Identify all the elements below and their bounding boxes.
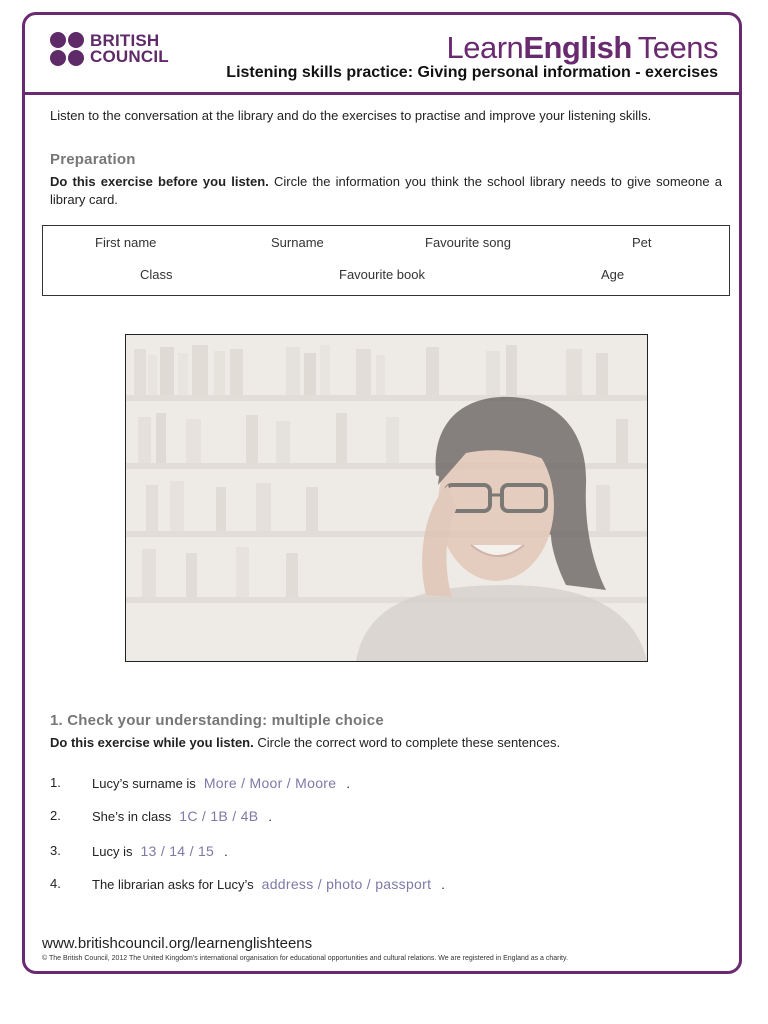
question-text: The librarian asks for Lucy’s bbox=[92, 877, 254, 892]
footer-url[interactable]: www.britishcouncil.org/learnenglishteens bbox=[42, 935, 313, 952]
preparation-instruction-rest: Circle the information you think the school library needs to give someone a library card. bbox=[50, 174, 722, 207]
option-favourite-song[interactable]: Favourite song bbox=[425, 235, 511, 250]
footer-legal: © The British Council, 2012 The United Kingdom’s international organisation for educational opportunities and cultural relations. We are registered in England as a charity. bbox=[42, 955, 568, 962]
page-title: Listening skills practice: Giving personal information - exercises bbox=[226, 64, 718, 81]
question-end: . bbox=[224, 844, 228, 859]
answer-choices[interactable]: More / Moor / Moore bbox=[203, 775, 337, 791]
question-number: 3. bbox=[50, 843, 61, 858]
preparation-heading: Preparation bbox=[50, 151, 136, 168]
logo-teens: Teens bbox=[637, 30, 718, 65]
british-council-logo bbox=[50, 32, 169, 66]
option-age[interactable]: Age bbox=[601, 267, 625, 282]
learnenglish-teens-logo bbox=[447, 30, 718, 66]
preparation-instruction-bold: Do this exercise before you listen. bbox=[50, 174, 269, 189]
option-class[interactable]: Class bbox=[140, 267, 173, 282]
question-end: . bbox=[268, 809, 272, 824]
exercise1-heading: 1. Check your understanding: multiple choice bbox=[50, 712, 384, 729]
options-box bbox=[42, 225, 730, 296]
logo-english: English bbox=[523, 30, 632, 65]
answer-choices[interactable]: 13 / 14 / 15 bbox=[140, 843, 215, 859]
library-photo bbox=[125, 334, 648, 662]
question-text: She’s in class bbox=[92, 809, 172, 824]
answer-choices[interactable]: address / photo / passport bbox=[261, 876, 432, 892]
question-number: 1. bbox=[50, 775, 61, 790]
bc-logo-line2: COUNCIL bbox=[90, 47, 169, 66]
header-divider bbox=[25, 92, 742, 95]
option-surname[interactable]: Surname bbox=[271, 235, 324, 250]
question-text: Lucy is bbox=[92, 844, 133, 859]
preparation-instruction bbox=[50, 173, 722, 209]
option-first-name[interactable]: First name bbox=[95, 235, 157, 250]
exercise1-instruction-bold: Do this exercise while you listen. bbox=[50, 735, 254, 750]
question-number: 4. bbox=[50, 876, 61, 891]
question-text: Lucy’s surname is bbox=[92, 776, 196, 791]
question-end: . bbox=[441, 877, 445, 892]
bc-logo-line1: BRITISH bbox=[90, 31, 160, 50]
answer-choices[interactable]: 1C / 1B / 4B bbox=[179, 808, 259, 824]
question-end: . bbox=[346, 776, 350, 791]
question-number: 2. bbox=[50, 808, 61, 823]
option-pet[interactable]: Pet bbox=[632, 235, 652, 250]
logo-learn: Learn bbox=[446, 30, 524, 65]
intro-text: Listen to the conversation at the library and do the exercises to practise and improve your listening skills. bbox=[50, 108, 652, 123]
option-favourite-book[interactable]: Favourite book bbox=[339, 267, 425, 282]
british-council-dots-icon bbox=[50, 32, 84, 66]
exercise1-instruction bbox=[50, 734, 722, 752]
exercise1-instruction-rest: Circle the correct word to complete these sentences. bbox=[253, 735, 561, 750]
